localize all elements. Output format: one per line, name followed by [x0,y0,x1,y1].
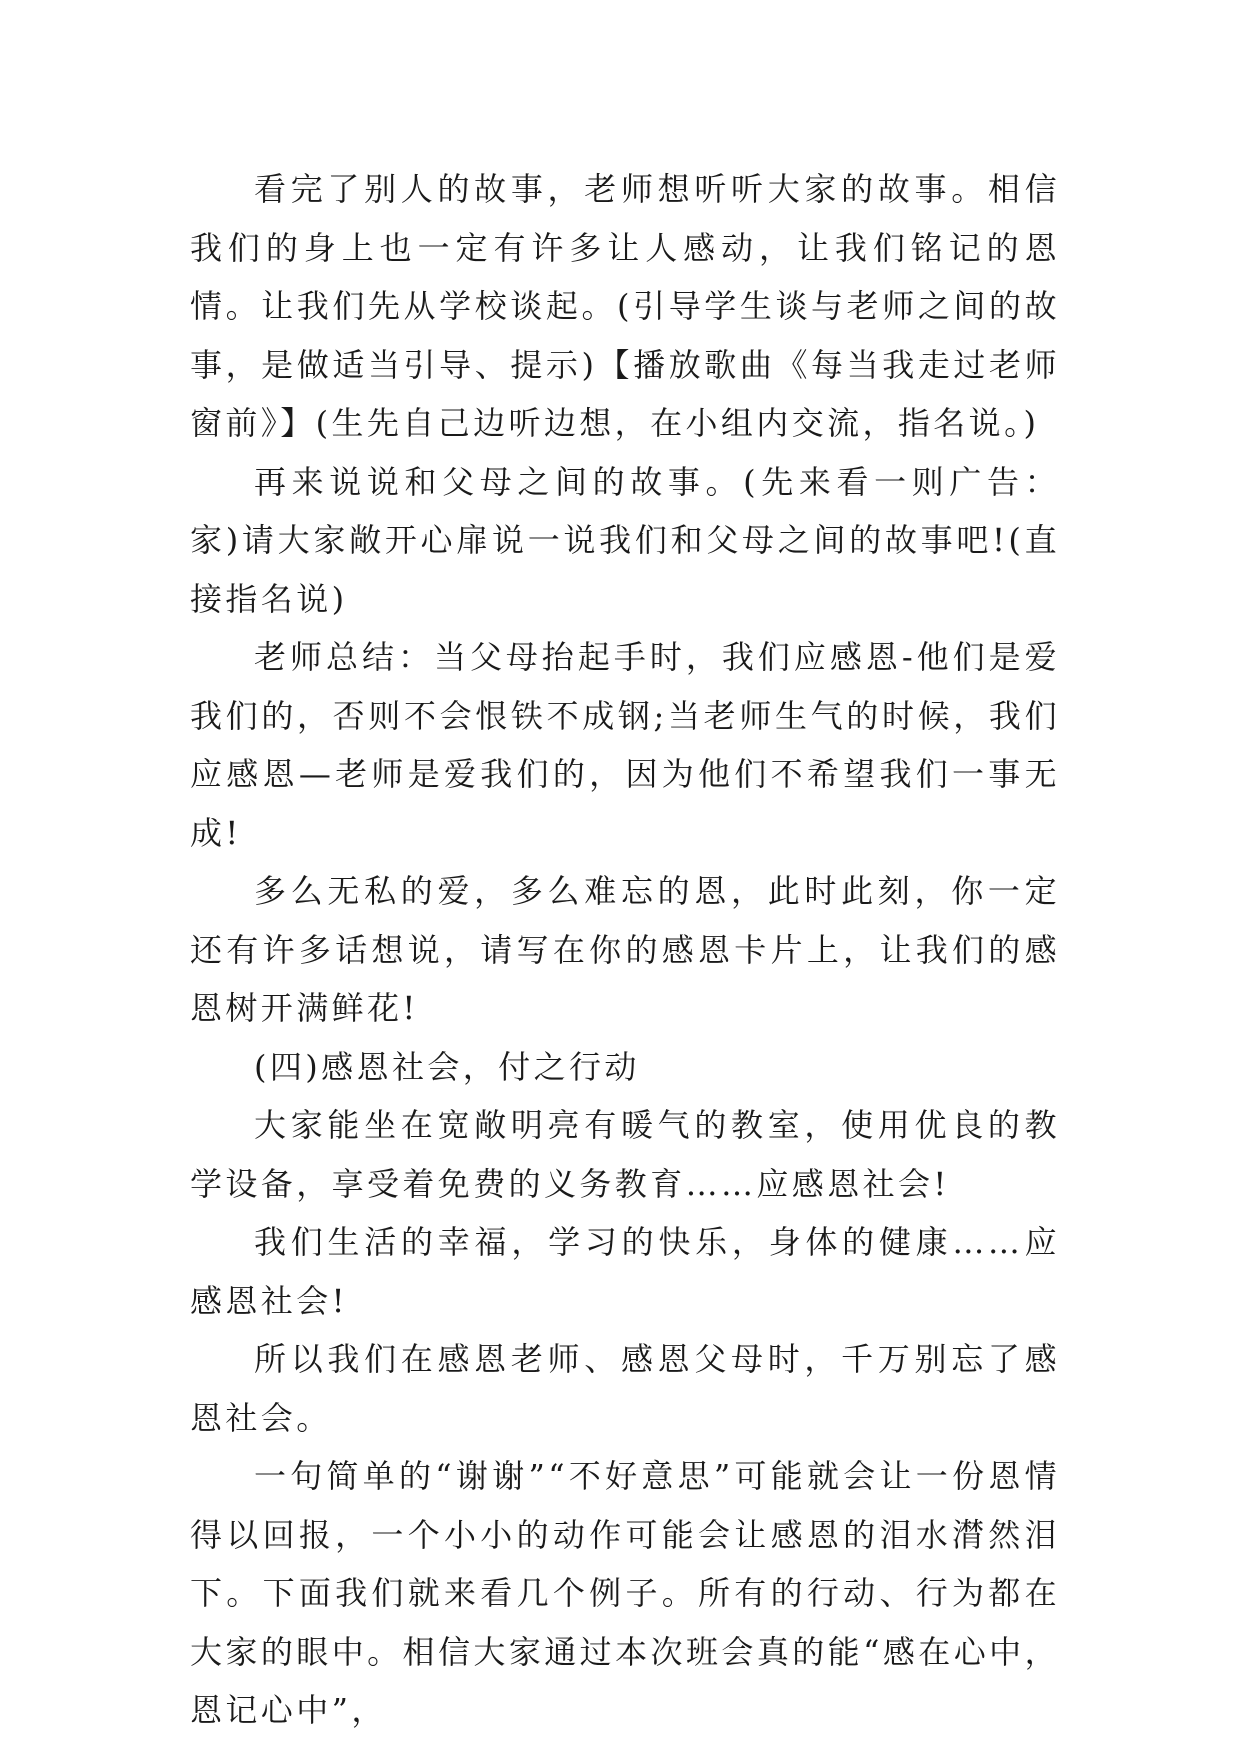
paragraph-thank-society: 所以我们在感恩老师、感恩父母时，千万别忘了感恩社会。 [190,1340,1060,1437]
paragraph-conclusion: 一句简单的“谢谢”“不好意思”可能就会让一份恩情得以回报，一个小小的动作可能会让感恩的泪水潸然泪下。下面我们就来看几个例子。所有的行动、行为都在大家的眼中。相信大家通过本次班会真的能“感在心中，恩记心中”， [190,1457,1060,1729]
paragraph-classroom: 大家能坐在宽敞明亮有暖气的教室，使用优良的教学设备，享受着免费的义务教育……应感恩社会! [190,1106,1060,1203]
document-body [190,160,1060,1740]
section-heading-society: (四)感恩社会，付之行动 [254,1047,640,1086]
paragraph-parents-story: 再来说说和父母之间的故事。(先来看一则广告：家)请大家敞开心扉说一说我们和父母之间的故事吧!(直接指名说) [190,462,1060,618]
paragraph-gratitude-card: 多么无私的爱，多么难忘的恩，此时此刻，你一定还有许多话想说，请写在你的感恩卡片上，让我们的感恩树开满鲜花! [190,872,1060,1027]
paragraph-story-intro: 看完了别人的故事，老师想听听大家的故事。相信我们的身上也一定有许多让人感动，让我们铭记的恩情。让我们先从学校谈起。(引导学生谈与老师之间的故事，是做适当引导、提示)【播放歌曲《每当我走过老师窗前》】(生先自己边听边想，在小组内交流，指名说。) [190,170,1060,442]
paragraph-happiness: 我们生活的幸福，学习的快乐，身体的健康……应感恩社会! [190,1223,1060,1320]
paragraph-teacher-summary: 老师总结：当父母抬起手时，我们应感恩-他们是爱我们的，否则不会恨铁不成钢;当老师生气的时候，我们应感恩—老师是爱我们的，因为他们不希望我们一事无成! [190,638,1060,852]
